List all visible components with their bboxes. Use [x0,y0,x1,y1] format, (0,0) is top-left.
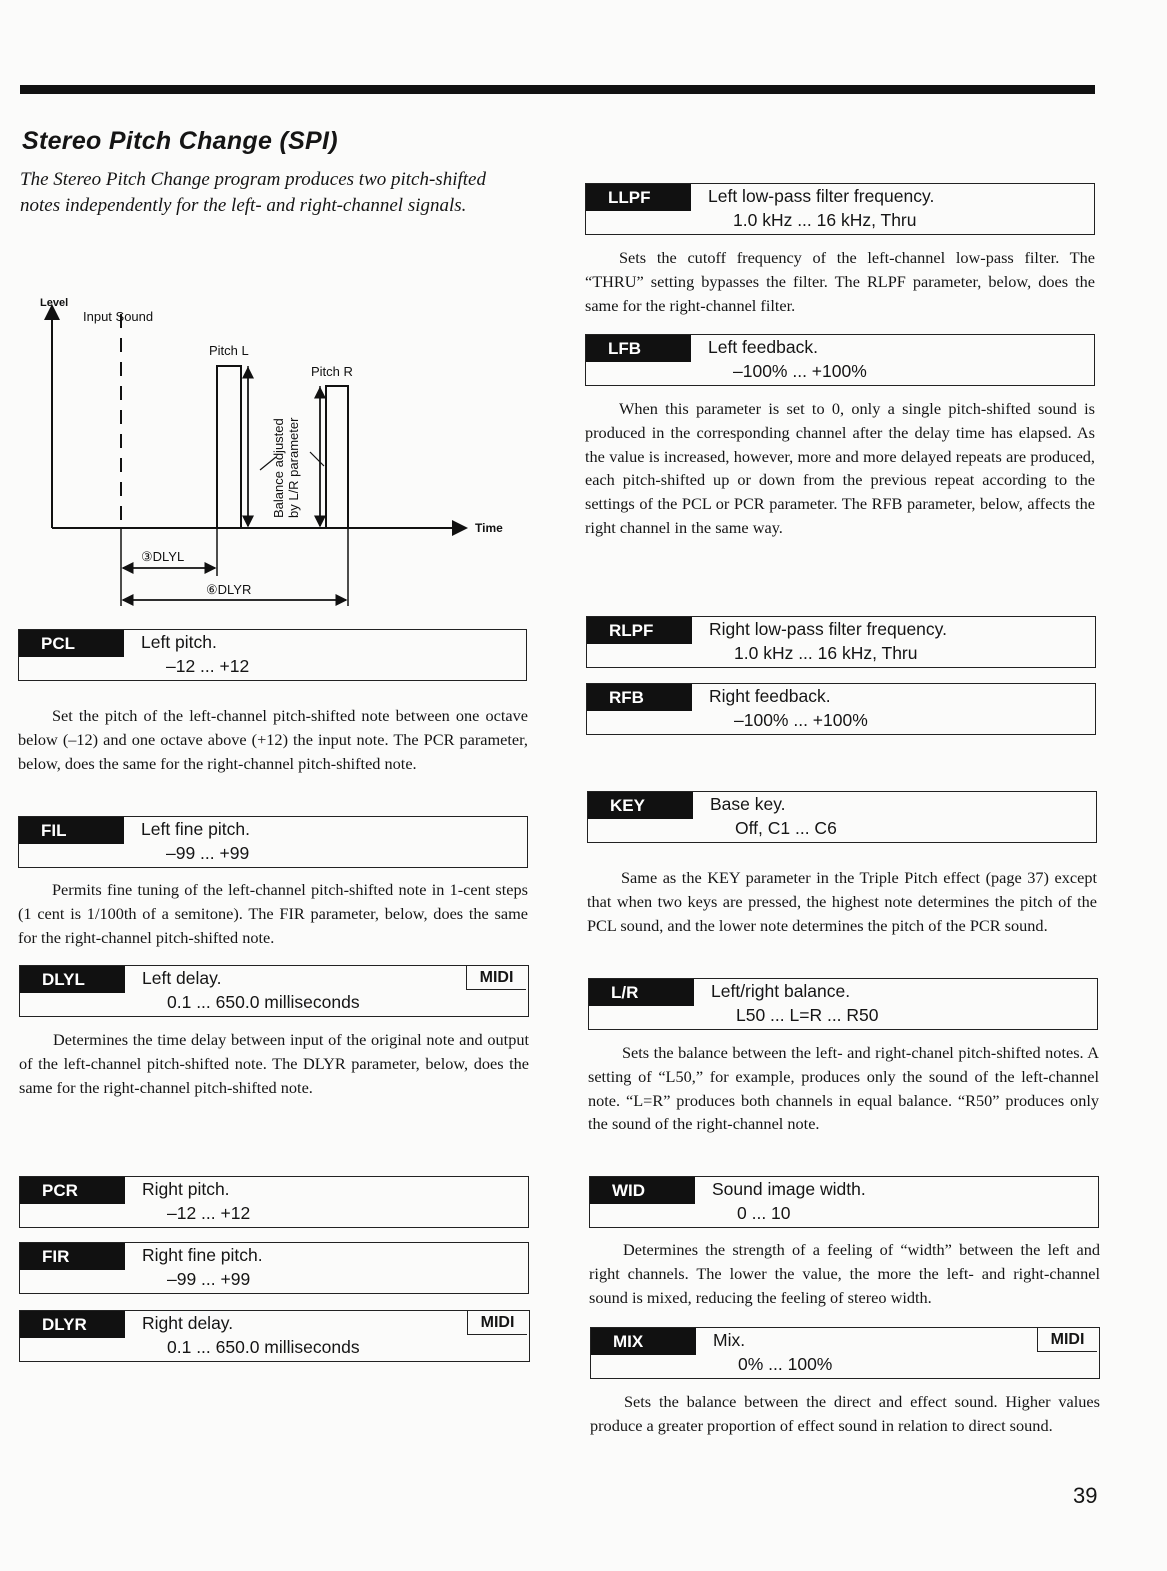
param-range: 1.0 kHz ... 16 kHz, Thru [733,210,917,230]
midi-badge: MIDI [467,1311,527,1335]
param-wid [589,1176,1099,1228]
param-dlyl [19,965,529,1017]
pitch-r-label: Pitch R [311,364,353,379]
balance-label-1: Balance adjusted [271,418,286,518]
param-code: FIL [19,817,124,844]
param-name: Right pitch. [142,1179,230,1199]
pcl-description: Set the pitch of the left-channel pitch-shifted note between one octave below (–12) and one octave above (+12) the input note. The PCR parameter, below, does the same for the right-channel pitch-shifted note. [18,706,528,773]
param-name: Left delay. [142,968,222,988]
param-code: L/R [589,979,694,1006]
param-code: RFB [587,684,692,711]
param-fir [19,1242,529,1294]
param-range: L50 ... L=R ... R50 [736,1005,879,1025]
param-code: DLYL [20,966,125,993]
dlyl-label: ③DLYL [141,549,185,564]
lr-description: Sets the balance between the left- and right-chanel pitch-shifted notes. A setting of “L50,” for example, produces only the sound of the left-channel note. “L=R” produces both channels in equal balance. “R50” produces only the sound of the right-channel note. [588,1043,1099,1134]
param-name: Right feedback. [709,686,831,706]
param-code: LLPF [586,184,691,211]
param-name: Left feedback. [708,337,818,357]
param-code: PCR [20,1177,125,1204]
param-range: Off, C1 ... C6 [735,818,837,838]
param-range: –100% ... +100% [734,710,868,730]
param-code: RLPF [587,617,692,644]
input-sound-label: Input Sound [83,309,154,324]
param-range: 1.0 kHz ... 16 kHz, Thru [734,643,918,663]
param-name: Right low-pass filter frequency. [709,619,947,639]
param-code: PCL [19,630,124,657]
param-range: 0.1 ... 650.0 milliseconds [167,1337,360,1357]
pitch-l-bar [217,366,241,528]
param-code: DLYR [20,1311,125,1338]
param-lr [588,978,1098,1030]
param-dlyr [19,1310,530,1362]
param-name: Left fine pitch. [141,819,250,839]
balance-label-2: by L/R parameter [286,417,301,518]
pitch-l-label: Pitch L [209,343,249,358]
time-label: Time [475,521,503,535]
param-rfb [586,683,1096,735]
mix-description: Sets the balance between the direct and effect sound. Higher values produce a greater proportion of effect sound in relation to direct sound. [590,1392,1100,1435]
midi-badge: MIDI [1037,1328,1097,1352]
param-range: 0.1 ... 650.0 milliseconds [167,992,360,1012]
lfb-description: When this parameter is set to 0, only a single pitch-shifted sound is produced in the corresponding channel after the delay time has elapsed. As the value is increased, however, more and more delayed repeats are produced, each pitch-shifted up or down from the previous repeat according to the settings of the PCL or PCR parameter. The RFB parameter, below, affects the right channel in the same way. [585,399,1095,537]
param-rlpf [586,616,1096,668]
param-llpf [585,183,1095,235]
param-name: Base key. [710,794,786,814]
param-key [587,791,1097,843]
dlyr-label: ⑥DLYR [206,582,252,597]
param-pcr [19,1176,529,1228]
param-code: WID [590,1177,695,1204]
param-code: FIR [20,1243,125,1270]
param-lfb [585,334,1095,386]
param-code: MIX [591,1328,696,1355]
pitch-timing-diagram [34,292,524,614]
page-title: Stereo Pitch Change (SPI) [22,127,338,155]
param-name: Right delay. [142,1313,234,1333]
top-rule [20,85,1095,94]
param-fil [18,816,528,868]
fil-description: Permits fine tuning of the left-channel pitch-shifted note in 1-cent steps (1 cent is 1/100th of a semitone). The FIR parameter, below, does the same for the right-channel pitch-shifted note. [18,880,528,947]
param-range: –12 ... +12 [166,656,250,676]
param-name: Left/right balance. [711,981,851,1001]
key-description: Same as the KEY parameter in the Triple Pitch effect (page 37) except that when two keys are pressed, the highest note determines the pitch of the PCL sound, and the lower note determines the pitch of the PCR sound. [587,868,1097,935]
param-pcl [18,629,527,681]
level-label: Level [40,297,69,309]
dlyl-description: Determines the time delay between input of the original note and output of the left-channel pitch-shifted note. The DLYR parameter, below, does the same for the right-channel pitch-shifted note. [19,1030,529,1097]
param-name: Right fine pitch. [142,1245,263,1265]
param-name: Left pitch. [141,632,217,652]
param-name: Sound image width. [712,1179,866,1199]
midi-badge: MIDI [466,966,526,990]
intro-text: The Stereo Pitch Change program produces two pitch-shifted notes independently for the left- and right-channel signals. [20,169,486,216]
wid-description: Determines the strength of a feeling of “width” between the left and right channels. The lower the value, the more the left- and right-channel sound is mixed, reducing the feeling of stereo width. [589,1240,1100,1307]
pitch-r-bar [326,386,348,528]
param-range: –99 ... +99 [167,1269,251,1289]
param-code: KEY [588,792,693,819]
param-range: 0 ... 10 [737,1203,791,1223]
param-range: –100% ... +100% [733,361,867,381]
param-mix [590,1327,1100,1379]
page-number: 39 [1073,1483,1098,1508]
param-range: 0% ... 100% [738,1354,833,1374]
param-range: –99 ... +99 [166,843,250,863]
param-range: –12 ... +12 [167,1203,251,1223]
param-code: LFB [586,335,691,362]
param-name: Left low-pass filter frequency. [708,186,935,206]
llpf-description: Sets the cutoff frequency of the left-channel low-pass filter. The “THRU” setting bypasses the filter. The RLPF parameter, below, does the same for the right-channel filter. [585,248,1095,315]
param-name: Mix. [713,1330,746,1350]
